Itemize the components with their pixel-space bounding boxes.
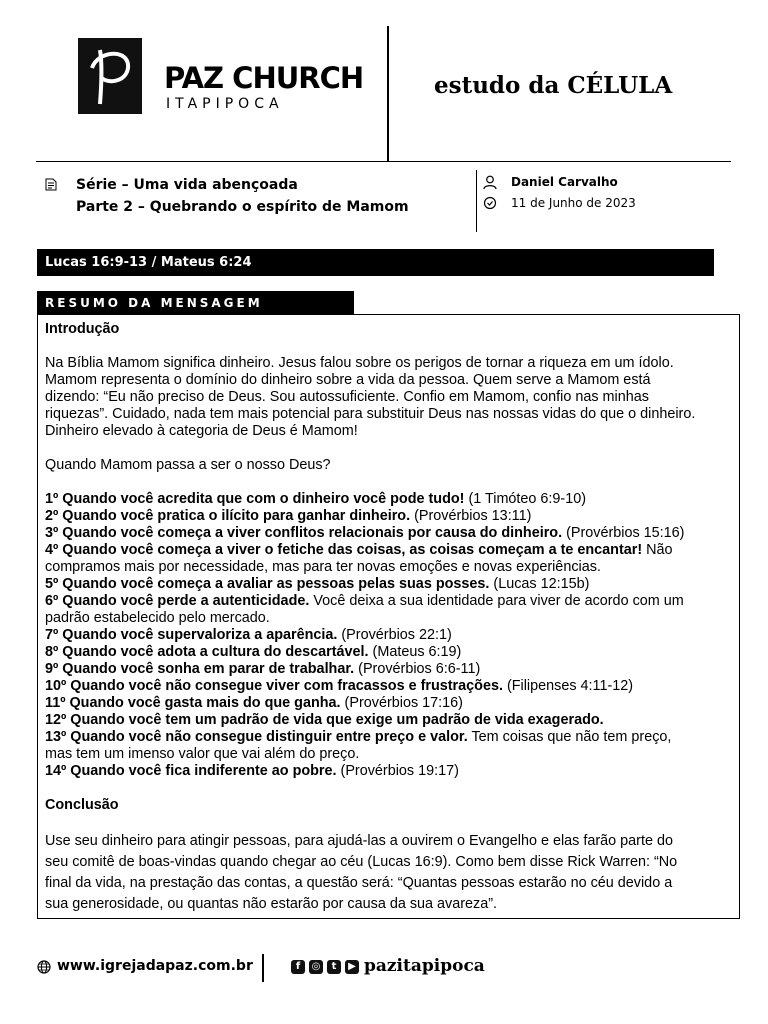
point-continuation: mas tem um imenso valor que vai além do preço. (45, 746, 360, 762)
point-statement: 4º Quando você começa a viver o fetiche das coisas, as coisas começam a te encantar! (45, 542, 643, 558)
footer-divider (262, 954, 264, 982)
point-statement: 13º Quando você não consegue distinguir entre preço e valor. (45, 729, 468, 745)
instagram-icon[interactable]: ◎ (309, 960, 323, 974)
conclusion-heading: Conclusão (45, 797, 119, 813)
point-statement: 8º Quando você adota a cultura do descartável. (45, 644, 369, 660)
point-item (45, 542, 732, 559)
person-icon (483, 175, 497, 190)
point-item (45, 695, 732, 712)
point-statement: 3º Quando você começa a viver conflitos relacionais por causa do dinheiro. (45, 525, 563, 541)
conclusion-line: sua generosidade, ou quantas não estarão por causa da sua avareza”. (45, 896, 498, 912)
point-reference: (Filipenses 4:11-12) (502, 678, 634, 694)
intro-heading: Introdução (45, 321, 120, 337)
point-reference: (Provérbios 15:16) (562, 525, 685, 541)
point-reference: (1 Timóteo 6:9-10) (464, 491, 587, 507)
point-reference: Não (642, 542, 673, 558)
point-statement: 10º Quando você não consegue viver com fracassos e frustrações. (45, 678, 503, 694)
point-item (45, 712, 732, 729)
point-reference: (Provérbios 22:1) (337, 627, 452, 643)
logo-mark (78, 38, 142, 114)
point-item (45, 576, 732, 593)
author: Daniel Carvalho (511, 175, 618, 189)
logo-p-glyph (78, 38, 142, 114)
point-reference: Tem coisas que não tem preço, (467, 729, 672, 745)
social-handle[interactable]: pazitapipoca (364, 956, 485, 976)
point-continuation: compramos mais por necessidade, mas para ter novas emoções e novas experiências. (45, 559, 601, 575)
point-item (45, 729, 732, 746)
youtube-icon[interactable]: ▶ (345, 960, 359, 974)
intro-line: riquezas”. Cuidado, nada tem mais potencial para substituir Deus nas nossas vidas do que o dinheiro. (45, 406, 696, 422)
facebook-icon[interactable]: f (291, 960, 305, 974)
header-divider (387, 26, 389, 162)
point-continuation: padrão estabelecido pelo mercado. (45, 610, 270, 626)
point-statement: 1º Quando você acredita que com o dinheiro você pode tudo! (45, 491, 465, 507)
point-reference: (Provérbios 19:17) (336, 763, 459, 779)
point-statement: 7º Quando você supervaloriza a aparência. (45, 627, 338, 643)
series-block (76, 174, 409, 218)
globe-icon (37, 960, 51, 974)
point-reference: (Provérbios 13:11) (410, 508, 532, 524)
part-title: Parte 2 – Quebrando o espírito de Mamom (76, 199, 409, 215)
question: Quando Mamom passa a ser o nosso Deus? (45, 457, 331, 473)
point-reference: (Provérbios 17:16) (340, 695, 463, 711)
point-item (45, 593, 732, 610)
website-link[interactable]: www.igrejadapaz.com.br (57, 958, 253, 974)
intro-line: Dinheiro elevado à categoria de Deus é Mamom! (45, 423, 358, 439)
info-divider (476, 170, 477, 232)
point-reference: (Provérbios 6:6-11) (354, 661, 481, 677)
message-summary (37, 314, 740, 919)
point-item (45, 763, 732, 780)
point-item (45, 508, 732, 525)
summary-label: RESUMO DA MENSAGEM (37, 291, 354, 315)
point-reference: (Lucas 12:15b) (489, 576, 590, 592)
study-title: estudo da CÉLULA (434, 72, 673, 99)
point-item (45, 661, 732, 678)
point-statement: 12º Quando você tem um padrão de vida que exige um padrão de vida exagerado. (45, 712, 604, 728)
point-item (45, 644, 732, 661)
clock-icon (483, 196, 497, 210)
point-statement: 11º Quando você gasta mais do que ganha. (45, 695, 341, 711)
point-statement: 6º Quando você perde a autenticidade. (45, 593, 310, 609)
point-statement: 14º Quando você fica indiferente ao pobre. (45, 763, 337, 779)
intro-line: Na Bíblia Mamom significa dinheiro. Jesus falou sobre os perigos de tornar a riqueza em um ídolo. (45, 355, 674, 371)
point-statement: 5º Quando você começa a avaliar as pessoas pelas suas posses. (45, 576, 490, 592)
conclusion-line: Use seu dinheiro para atingir pessoas, para ajudá-las a ouvirem o Evangelho e elas farão parte do (45, 833, 673, 849)
twitter-icon[interactable]: t (327, 960, 341, 974)
intro-line: Mamom representa o domínio do dinheiro sobre a vida da pessoa. Quem serve a Mamom está (45, 372, 651, 388)
point-reference: (Mateus 6:19) (368, 644, 462, 660)
document-icon (45, 178, 57, 191)
point-statement: 9º Quando você sonha em parar de trabalhar. (45, 661, 355, 677)
point-item (45, 525, 732, 542)
point-item (45, 627, 732, 644)
points-list (45, 491, 732, 780)
conclusion-line: final da vida, na prestação das contas, a questão será: “Quantas pessoas estarão no céu devido a (45, 875, 673, 891)
point-reference: Você deixa a sua identidade para viver de acordo com um (309, 593, 684, 609)
point-item (45, 678, 732, 695)
point-statement: 2º Quando você pratica o ilícito para ganhar dinheiro. (45, 508, 411, 524)
point-item (45, 491, 732, 508)
date: 11 de Junho de 2023 (511, 196, 636, 210)
scripture-reference-bar: Lucas 16:9-13 / Mateus 6:24 (37, 249, 714, 276)
intro-line: dizendo: “Eu não preciso de Deus. Sou autossuficiente. Confio em Mamom, confio nas minhas (45, 389, 649, 405)
header-rule (36, 161, 731, 162)
logo-name: PAZ CHURCH (164, 61, 364, 95)
series-title: Série – Uma vida abençoada (76, 177, 298, 193)
logo-city: ITAPIPOCA (166, 96, 284, 112)
conclusion-line: seu comitê de boas-vindas quando chegar ao céu (Lucas 16:9). Como bem disse Rick Warren: “No (45, 854, 678, 870)
